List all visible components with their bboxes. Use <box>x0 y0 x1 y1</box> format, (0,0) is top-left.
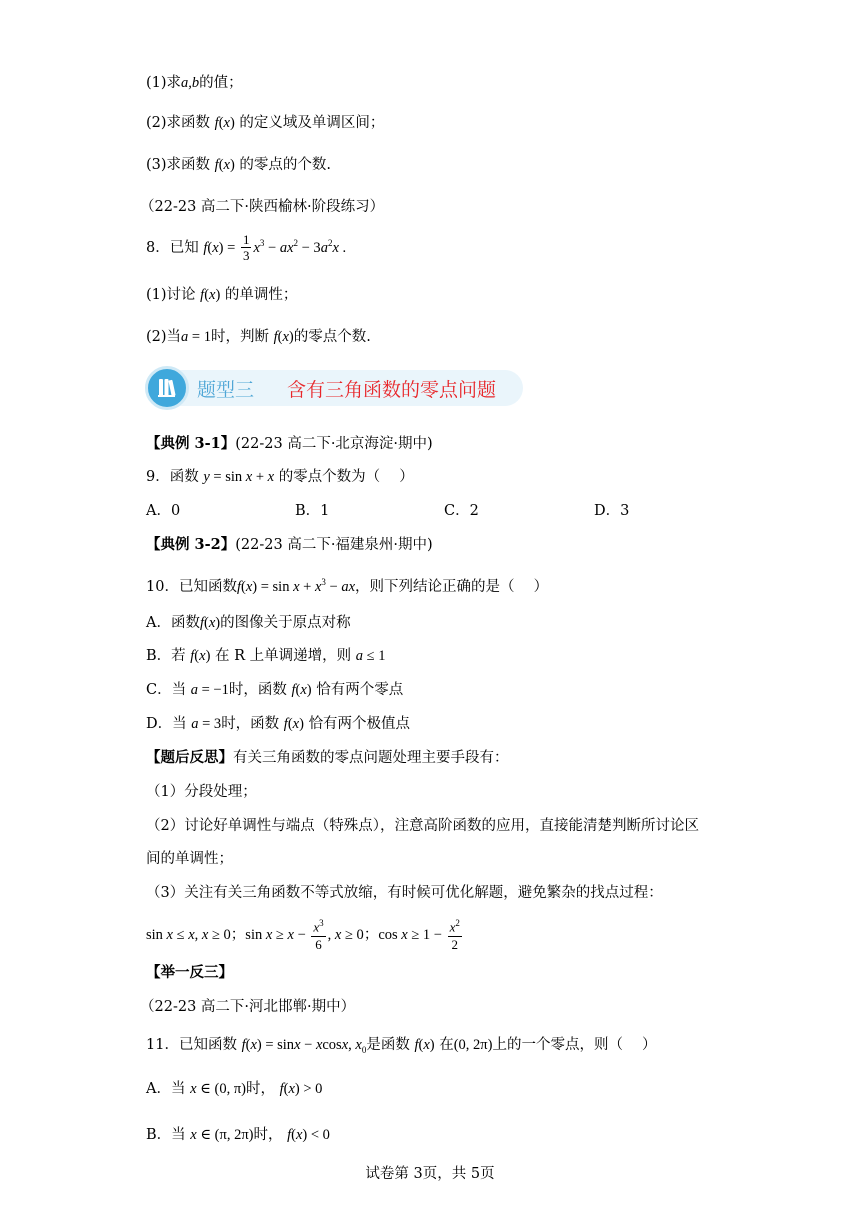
q9-option-c: C．2 <box>444 503 479 519</box>
reflection-item-2-line-1: （2）讨论好单调性与端点（特殊点），注意高阶函数的应用，直接能清楚判断所讨论区 <box>146 818 699 834</box>
example-3-2-header: 【典例 3-2】(22-23 高二下·福建泉州·期中) <box>146 536 433 553</box>
q9-option-b: B．1 <box>295 503 330 519</box>
q9-statement: 9．函数 y = sin x + x 的零点个数为（ ） <box>146 469 414 485</box>
q9-option-a: A．0 <box>146 503 181 519</box>
q10-option-a: A．函数f(x)的图像关于原点对称 <box>146 615 351 631</box>
reflection-item-3: （3）关注有关三角函数不等式放缩，有时候可优化解题，避免繁杂的找点过程： <box>146 885 663 901</box>
reflection-inequalities: sin x ≤ x, x ≥ 0；sin x ≥ x − $\frac{x^3}{6}$ , x ≥ 0；cos x ≥ 1 − $\frac{x^2}{2}$ <box>146 918 460 952</box>
books-icon <box>145 366 189 410</box>
q10-option-b: B．若 f(x) 在 R 上单调递增，则 a ≤ 1 <box>146 648 386 664</box>
q8-source: （22-23 高二下·陕西榆林·阶段练习） <box>140 199 385 215</box>
q7-part-1: (1)求a,b的值； <box>146 75 243 91</box>
banner-title: 含有三角函数的零点问题 <box>287 379 497 401</box>
q11-option-a: A．当 x ∈ (0, π)时， f(x) > 0 <box>146 1081 323 1097</box>
practice-source: （22-23 高二下·河北邯郸·期中） <box>140 999 356 1015</box>
q7-part-3: (3)求函数 f(x) 的零点的个数. <box>146 157 332 173</box>
q11-statement: 11．已知函数 f(x) = sinx − xcosx, $x_0$是函数 f(x) 在(0, 2π)上的一个零点，则（ ） <box>146 1037 657 1055</box>
q8-statement: 8．已知 f(x) = $\frac{1}{3}$ $x^3 - ax^2 - 3a^2x$ . <box>146 232 347 264</box>
q8-part-1: (1)讨论 f(x) 的单调性； <box>146 287 298 303</box>
practice-header: 【举一反三】 <box>146 964 233 981</box>
q10-option-d: D．当 a = 3时，函数 f(x) 恰有两个极值点 <box>146 716 411 732</box>
reflection-item-1: （1）分段处理； <box>146 784 257 800</box>
example-3-1-header: 【典例 3-1】(22-23 高二下·北京海淀·期中) <box>146 435 433 452</box>
reflection-intro: 【题后反思】有关三角函数的零点问题处理主要手段有： <box>146 749 509 766</box>
math-vars-ab: a,b <box>181 75 200 91</box>
q8-part-2: (2)当a = 1时，判断 f(x)的零点个数. <box>146 329 371 345</box>
q7-part-2: (2)求函数 f(x) 的定义域及单调区间； <box>146 115 385 131</box>
page-footer: 试卷第 3页，共 5页 <box>365 1166 495 1182</box>
q9-option-d: D．3 <box>594 503 630 519</box>
q11-option-b: B．当 x ∈ (π, 2π)时， f(x) < 0 <box>146 1127 330 1143</box>
q10-statement: 10．已知函数$f(x) = \sin x + x^3$ − ax，则下列结论正确的是（ ） <box>146 577 549 595</box>
section-banner <box>145 366 525 410</box>
banner-type-label: 题型三 <box>197 379 255 401</box>
reflection-item-2-line-2: 间的单调性； <box>146 851 233 867</box>
q10-option-c: C．当 a = −1时，函数 f(x) 恰有两个零点 <box>146 682 404 698</box>
